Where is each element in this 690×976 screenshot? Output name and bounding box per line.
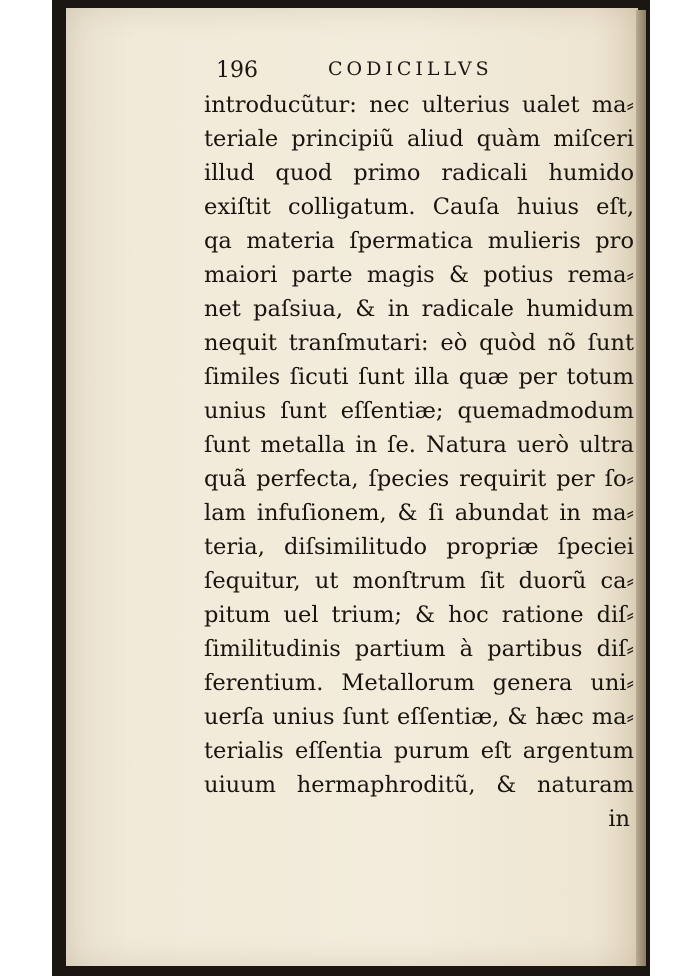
text-line: teria, diſsimilitudo propriæ ſpeciei [204,534,634,560]
text-line: ſunt metalla in ſe. Natura uerò ultra [204,432,634,458]
page-number: 196 [216,58,258,83]
text-line: pitum uel trium; & hoc ratione diſ⸗ [204,602,634,628]
text-line: maiori parte magis & potius rema⸗ [204,262,634,288]
text-line: lam infuſionem, & ſi abundat in ma⸗ [204,500,634,526]
text-line: introducũtur: nec ulterius ualet ma⸗ [204,92,634,118]
text-line: quã perfecta, ſpecies requirit per ſo⸗ [204,466,634,492]
text-line: exiſtit colligatum. Cauſa huius eſt, [204,194,634,220]
body-text [204,88,634,836]
running-head: CODICILLVS [328,58,493,80]
text-line: net paſsiua, & in radicale humidum [204,296,634,322]
catchword: in [608,806,630,832]
page-header [216,56,636,90]
text-line: qa materia ſpermatica mulieris pro [204,228,634,254]
text-line: unius ſunt eſſentiæ; quemadmodum [204,398,634,424]
text-line: ſequitur, ut monſtrum ſit duorũ ca⸗ [204,568,634,594]
text-line: uerſa unius ſunt eſſentiæ, & hæc ma⸗ [204,704,634,730]
text-line: ſimilitudinis partium à partibus diſ⸗ [204,636,634,662]
text-line: ſimiles ſicuti ſunt illa quæ per totum [204,364,634,390]
text-line: nequit tranſmutari: eò quòd nõ ſunt [204,330,634,356]
text-line: uiuum hermaphroditũ, & naturam [204,772,634,798]
page-edge [636,10,646,966]
text-line: illud quod primo radicali humido [204,160,634,186]
text-line: teriale principiũ aliud quàm miſceri [204,126,634,152]
text-line: ferentium. Metallorum genera uni⸗ [204,670,634,696]
text-line: terialis eſſentia purum eſt argentum [204,738,634,764]
